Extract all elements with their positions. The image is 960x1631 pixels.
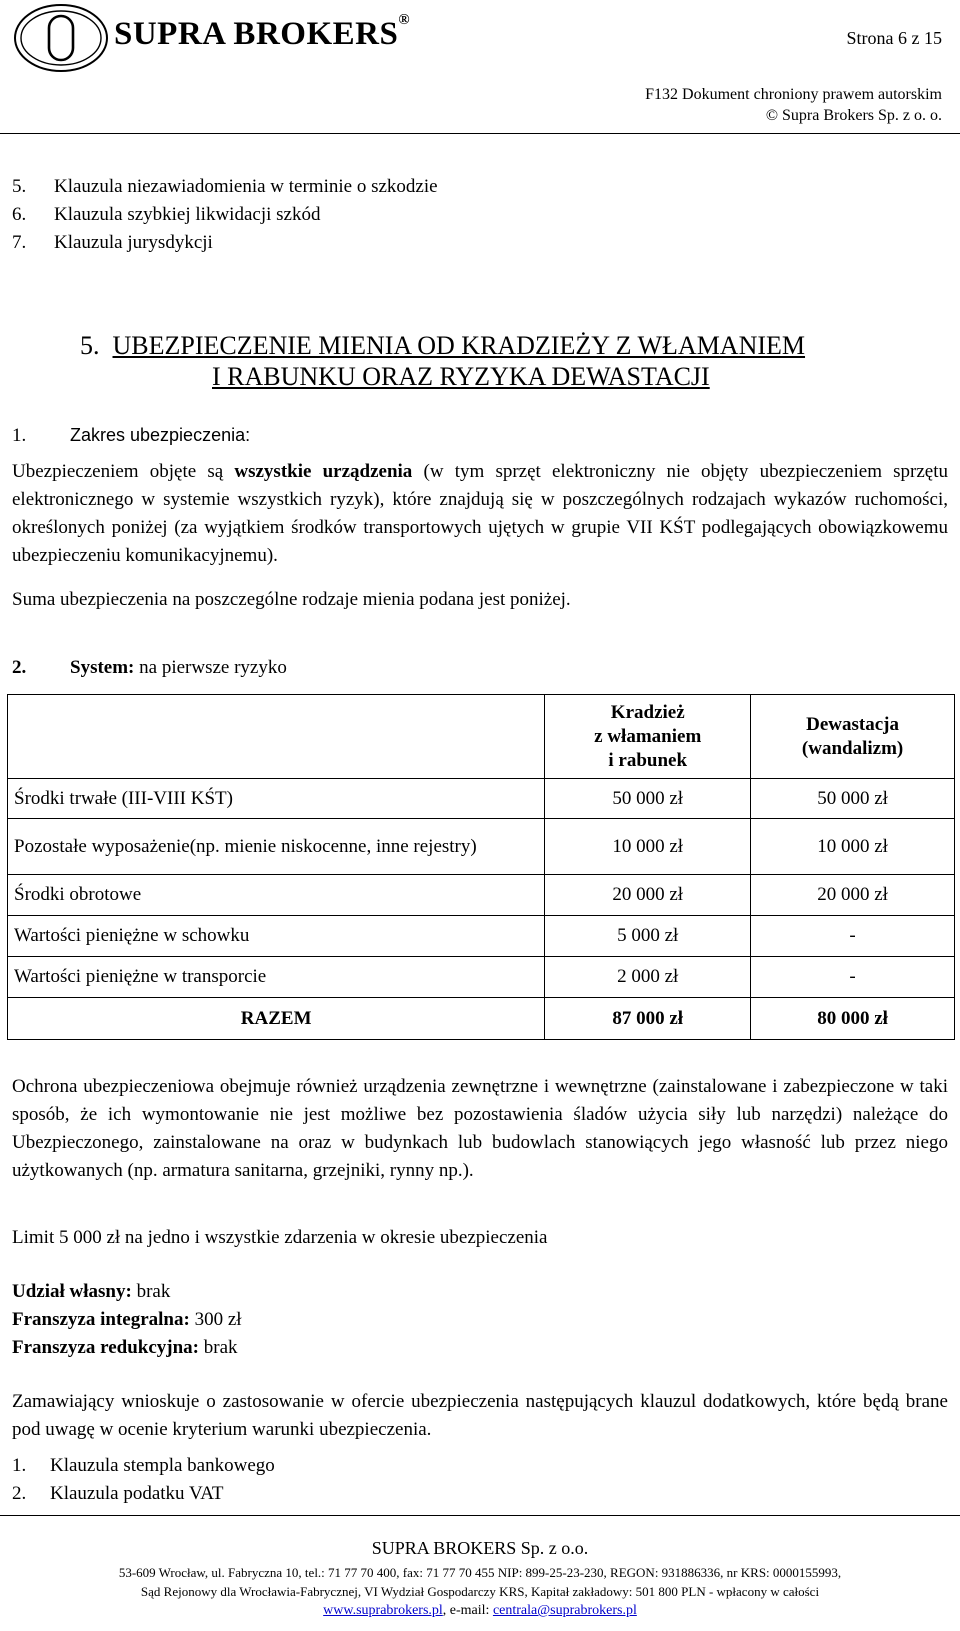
list-item: 6. Klauzula szybkiej likwidacji szkód [12, 204, 321, 225]
footer-registry: Sąd Rejonowy dla Wrocławia-Fabrycznej, VI Wydział Gospodarczy KRS, Kapitał zakładowy: 501 800 PLN - wpłacony w całości [140, 1584, 820, 1599]
list-item: 7. Klauzula jurysdykcji [12, 232, 213, 253]
table-total-row: RAZEM 87 000 zł 80 000 zł [8, 998, 955, 1040]
brand-name: SUPRA BROKERS® [114, 12, 411, 52]
limit-line: Limit 5 000 zł na jedno i wszystkie zdarzenia w okresie ubezpieczenia [12, 1227, 548, 1248]
table-header-row [8, 695, 955, 779]
system-line: 2. System: na pierwsze ryzyko [12, 657, 287, 678]
list-item: 2. Klauzula podatku VAT [12, 1483, 224, 1504]
section-title [80, 330, 805, 392]
copyright-line: © Supra Brokers Sp. z o. o. [765, 107, 942, 124]
scope-bold-phrase: wszystkie urządzenia [234, 461, 413, 482]
list-item: 5. Klauzula niezawiadomienia w terminie o szkodzie [12, 176, 438, 197]
header-theft: Kradzież z włamaniem i rabunek [545, 695, 751, 779]
footer-contact: www.suprabrokers.pl, e-mail: centrala@suprabrokers.pl [323, 1603, 637, 1618]
scope-heading: 1. Zakres ubezpieczenia: [12, 425, 251, 446]
footer-address: 53-609 Wrocław, ul. Fabryczna 10, tel.: 71 77 70 400, fax: 71 77 70 455 NIP: 899-25-23-230, REGON: 931886336, nr KRS: 0000155993, [118, 1565, 842, 1580]
table-row: Wartości pieniężne w transporcie 2 000 zł - [8, 957, 955, 998]
table-row: Pozostałe wyposażenie(np. mienie niskocenne, inne rejestry) 10 000 zł 10 000 zł [8, 819, 955, 875]
email-link[interactable]: centrala@suprabrokers.pl [492, 1603, 637, 1618]
section-title-line1: UBEZPIECZENIE MIENIA OD KRADZIEŻY Z WŁAMANIEM [112, 331, 806, 360]
website-link[interactable]: www.suprabrokers.pl [323, 1603, 443, 1618]
deductible-line: Franszyza redukcyjna: brak [12, 1337, 238, 1358]
coverage-table [7, 694, 955, 1040]
document-protection-line: F132 Dokument chroniony prawem autorskim [645, 86, 942, 103]
footer-divider [0, 1515, 960, 1516]
footer-company: SUPRA BROKERS Sp. z o.o. [371, 1538, 589, 1558]
deductible-line: Udział własny: brak [12, 1281, 171, 1302]
section-title-line2: I RABUNKU ORAZ RYZYKA DEWASTACJI [212, 362, 710, 391]
deductible-line: Franszyza integralna: 300 zł [12, 1309, 242, 1330]
table-header-empty [8, 695, 545, 779]
request-paragraph: Zamawiający wnioskuje o zastosowanie w ofercie ubezpieczenia następujących klauzul dodatkowych, które będą brane pod uwagę w ocenie kryterium warunki ubezpieczenia. [12, 1391, 948, 1440]
table-row: Środki obrotowe 20 000 zł 20 000 zł [8, 875, 955, 916]
protection-paragraph: Ochrona ubezpieczeniowa obejmuje również urządzenia zewnętrzne i wewnętrzne (zainstalowane i zabezpieczone w taki sposób, że ich wymontowanie nie jest możliwe bez pozostawienia śladów użycia siły lub narzędzi) należące do Ubezpieczonego, zainstalowane na oraz w budynkach lub budowlach stanowiących jego własność lub przez niego użytkowanych (np. armatura sanitarna, grzejniki, rynny np.). [12, 1076, 948, 1181]
section-number: 5. [80, 331, 100, 360]
table-row: Środki trwałe (III-VIII KŚT) 50 000 zł 50 000 zł [8, 779, 955, 819]
company-logo-icon [12, 2, 110, 74]
sum-insured-note: Suma ubezpieczenia na poszczególne rodzaje mienia podana jest poniżej. [12, 589, 571, 610]
copyright-notice [645, 84, 942, 126]
header-divider [0, 133, 960, 134]
registered-mark: ® [398, 12, 411, 28]
page-number: Strona 6 z 15 [846, 28, 942, 48]
scope-paragraph: Ubezpieczeniem objęte są wszystkie urządzenia (w tym sprzęt elektroniczny nie objęty ubezpieczeniem sprzętu elektronicznego w systemie wszystkich ryzyk), które znajdują się w poszczególnych rodzajach wykazów ruchomości, określonych poniżej (za wyjątkiem środków transportowych ujętych w grupie VII KŚT podlegających obowiązkowemu ubezpieczeniu komunikacyjnemu). [12, 461, 949, 566]
list-item: 1. Klauzula stempla bankowego [12, 1455, 275, 1476]
table-row: Wartości pieniężne w schowku 5 000 zł - [8, 916, 955, 957]
header-vandalism: Dewastacja (wandalizm) [751, 695, 955, 779]
